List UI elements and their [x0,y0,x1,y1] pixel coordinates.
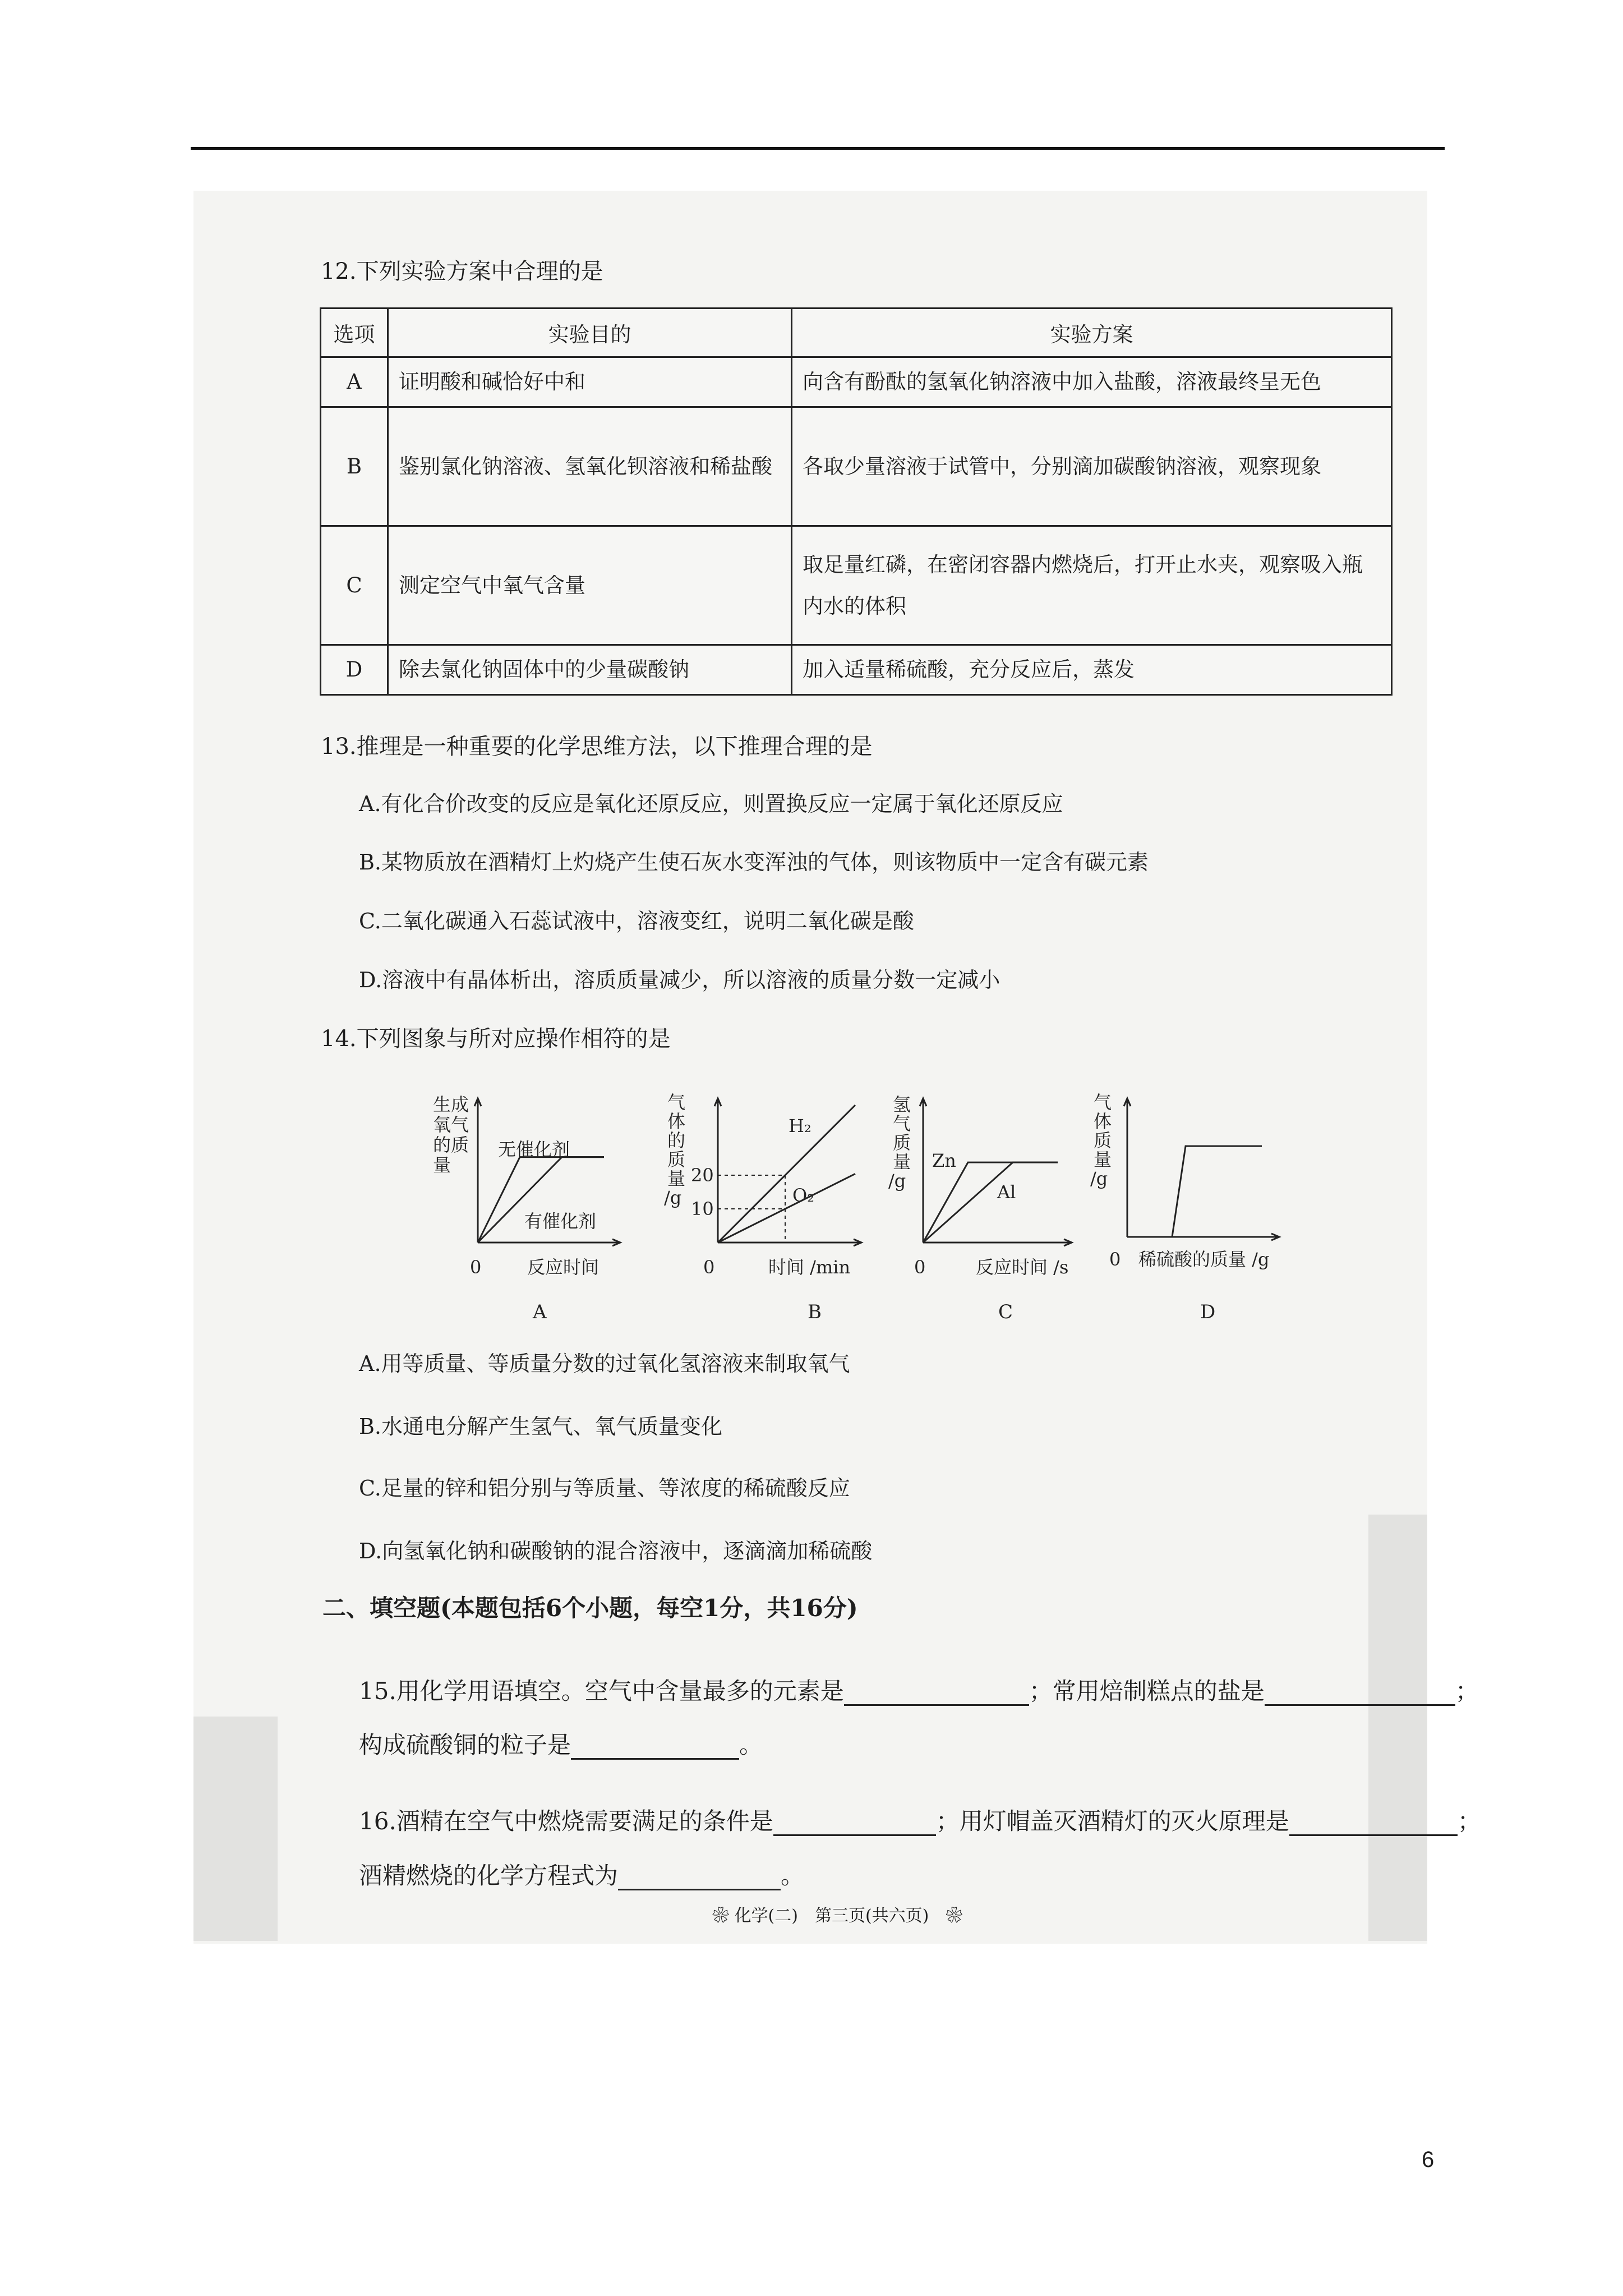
series-line-h2 [718,1105,855,1243]
row-option: D [321,645,388,695]
y-label-line: /g [888,1170,906,1191]
chart-c [880,1088,1094,1324]
question-13-option-c: C.二氧化碳通入石蕊试液中，溶液变红，说明二氧化碳是酸 [359,909,914,933]
y-label-line: /g [664,1187,682,1208]
q15-text-c: 构成硫酸铜的粒子是 [359,1731,571,1759]
answer-blank[interactable] [618,1866,781,1890]
question-15-line-2 [359,1731,763,1760]
question-13-option-b: B.某物质放在酒精灯上灼烧产生使石灰水变浑浊的气体，则该物质中一定含有碳元素 [359,850,1149,875]
series-label-o2: O₂ [792,1185,815,1206]
chart-caption: A [533,1301,547,1323]
y-label-line: 量 [667,1168,686,1189]
chart-caption: B [808,1301,822,1323]
table-row [321,645,1392,695]
y-label-line: 体 [1094,1111,1112,1132]
chart-a-ylabel [433,1094,469,1176]
question-14-option-a: A.用等质量、等质量分数的过氧化氢溶液来制取氧气 [359,1351,850,1376]
series-line-o2 [718,1174,855,1243]
question-16-line-1 [359,1795,1481,1836]
chart-b [656,1088,869,1324]
question-13-option-d: D.溶液中有晶体析出，溶质质量减少，所以溶液的质量分数一定减小 [359,968,1000,992]
x-axis-label: 反应时间 [527,1257,600,1278]
q15-end-2: 。 [739,1731,763,1759]
y-label-line: 气 [893,1113,911,1134]
series-label-h2: H₂ [789,1115,811,1137]
question-15-line-1 [359,1665,1479,1706]
answer-blank[interactable] [1265,1665,1455,1706]
y-label-line: 质 [893,1132,911,1153]
y-tick-10: 10 [691,1198,714,1220]
top-rule [191,147,1445,150]
y-label-line: 氧气 [433,1114,469,1135]
y-label-line: 生成 [433,1094,469,1115]
row-purpose: 除去氯化钠固体中的少量碳酸钠 [388,645,792,695]
x-axis-label: 稀硫酸的质量 /g [1138,1249,1270,1270]
y-label-line: 气 [1094,1092,1112,1113]
question-14-option-d: D.向氢氧化钠和碳酸钠的混合溶液中，逐滴滴加稀硫酸 [359,1539,873,1563]
question-16-line-2 [359,1861,804,1890]
origin-label: 0 [914,1257,926,1278]
y-label-line: 质 [667,1149,686,1170]
series-label-zn: Zn [932,1150,956,1171]
q16-end: ； [1457,1807,1481,1835]
origin-label: 0 [470,1257,482,1278]
question-14-option-b: B.水通电分解产生氢气、氧气质量变化 [359,1414,723,1439]
table-header-row [321,309,1392,357]
series-label-catalyst: 有催化剂 [524,1211,597,1232]
table-row [321,526,1392,645]
chart-caption: D [1200,1301,1216,1323]
origin-label: 0 [703,1257,715,1278]
row-purpose: 测定空气中氧气含量 [388,526,792,645]
y-label-line: /g [1090,1168,1108,1189]
row-plan: 取足量红磷，在密闭容器内燃烧后，打开止水夹，观察吸入瓶内水的体积 [792,526,1392,645]
question-13-title: 13.推理是一种重要的化学思维方法，以下推理合理的是 [321,734,873,760]
series-label-al: Al [997,1181,1016,1203]
y-label-line: 量 [893,1151,911,1172]
chart-d-ylabel [1090,1092,1112,1189]
row-purpose: 鉴别氯化钠溶液、氢氧化钡溶液和稀盐酸 [388,407,792,526]
y-tick-20: 20 [691,1165,714,1186]
origin-label: 0 [1109,1249,1121,1270]
series-line-zn [923,1162,1058,1243]
experiment-table [320,307,1393,696]
section-2-title: 二、填空题(本题包括6个小题，每空1分，共16分) [322,1594,858,1622]
table-row [321,357,1392,407]
chart-a [426,1088,639,1324]
y-label-line: 气 [667,1092,686,1113]
q16-text-b: ；用灯帽盖灭酒精灯的灭火原理是 [935,1807,1289,1835]
q15-text-b: ；常用焙制糕点的盐是 [1029,1677,1265,1705]
q15-text-a: 15.用化学用语填空。空气中含量最多的元素是 [359,1677,844,1705]
question-14-option-c: C.足量的锌和铝分别与等质量、等浓度的稀硫酸反应 [359,1476,850,1501]
q15-end: ； [1455,1677,1479,1705]
header-purpose: 实验目的 [388,309,792,357]
series-line-al [923,1162,1058,1243]
y-label-line: 量 [1094,1149,1112,1170]
row-option: B [321,407,388,526]
q16-text-a: 16.酒精在空气中燃烧需要满足的条件是 [359,1807,773,1835]
row-option: A [321,357,388,407]
answer-blank[interactable] [844,1682,1029,1706]
table-row [321,407,1392,526]
row-purpose: 证明酸和碱恰好中和 [388,357,792,407]
question-14-title: 14.下列图象与所对应操作相符的是 [321,1026,671,1052]
answer-blank[interactable] [773,1812,936,1836]
scan-shadow [1368,1515,1427,1941]
chart-d [1082,1088,1318,1324]
q16-end-2: 。 [781,1862,805,1889]
question-12-title: 12.下列实验方案中合理的是 [321,259,603,284]
chart-b-ylabel [664,1092,685,1208]
y-label-line: 体 [667,1111,686,1132]
question-13-option-a: A.有化合价改变的反应是氧化还原反应，则置换反应一定属于氧化还原反应 [359,792,1063,816]
series-line-gas [1127,1146,1262,1237]
header-plan: 实验方案 [792,309,1392,357]
series-label-no-catalyst: 无催化剂 [498,1139,570,1160]
row-option: C [321,526,388,645]
row-plan: 加入适量稀硫酸，充分反应后，蒸发 [792,645,1392,695]
q16-text-c: 酒精燃烧的化学方程式为 [359,1862,619,1889]
y-label-line: 的 [667,1130,686,1151]
x-axis-label: 反应时间 /s [976,1257,1069,1278]
header-option: 选项 [321,309,388,357]
y-label-line: 氢 [893,1094,911,1115]
answer-blank[interactable] [571,1736,739,1760]
y-label-line: 的质 [433,1134,469,1156]
y-label-line: 量 [433,1154,451,1176]
answer-blank[interactable] [1289,1795,1458,1836]
row-plan: 各取少量溶液于试管中，分别滴加碳酸钠溶液，观察现象 [792,407,1392,526]
chart-c-ylabel [888,1094,911,1191]
page-footer: ❀ 化学(二) 第三页(共六页) ❀ [712,1906,963,1926]
page-number: 6 [1422,2147,1435,2172]
x-axis-label: 时间 /min [768,1257,851,1278]
row-plan: 向含有酚酞的氢氧化钠溶液中加入盐酸，溶液最终呈无色 [792,357,1392,407]
y-label-line: 质 [1094,1130,1112,1151]
chart-caption: C [998,1301,1013,1323]
scan-shadow [193,1717,278,1941]
